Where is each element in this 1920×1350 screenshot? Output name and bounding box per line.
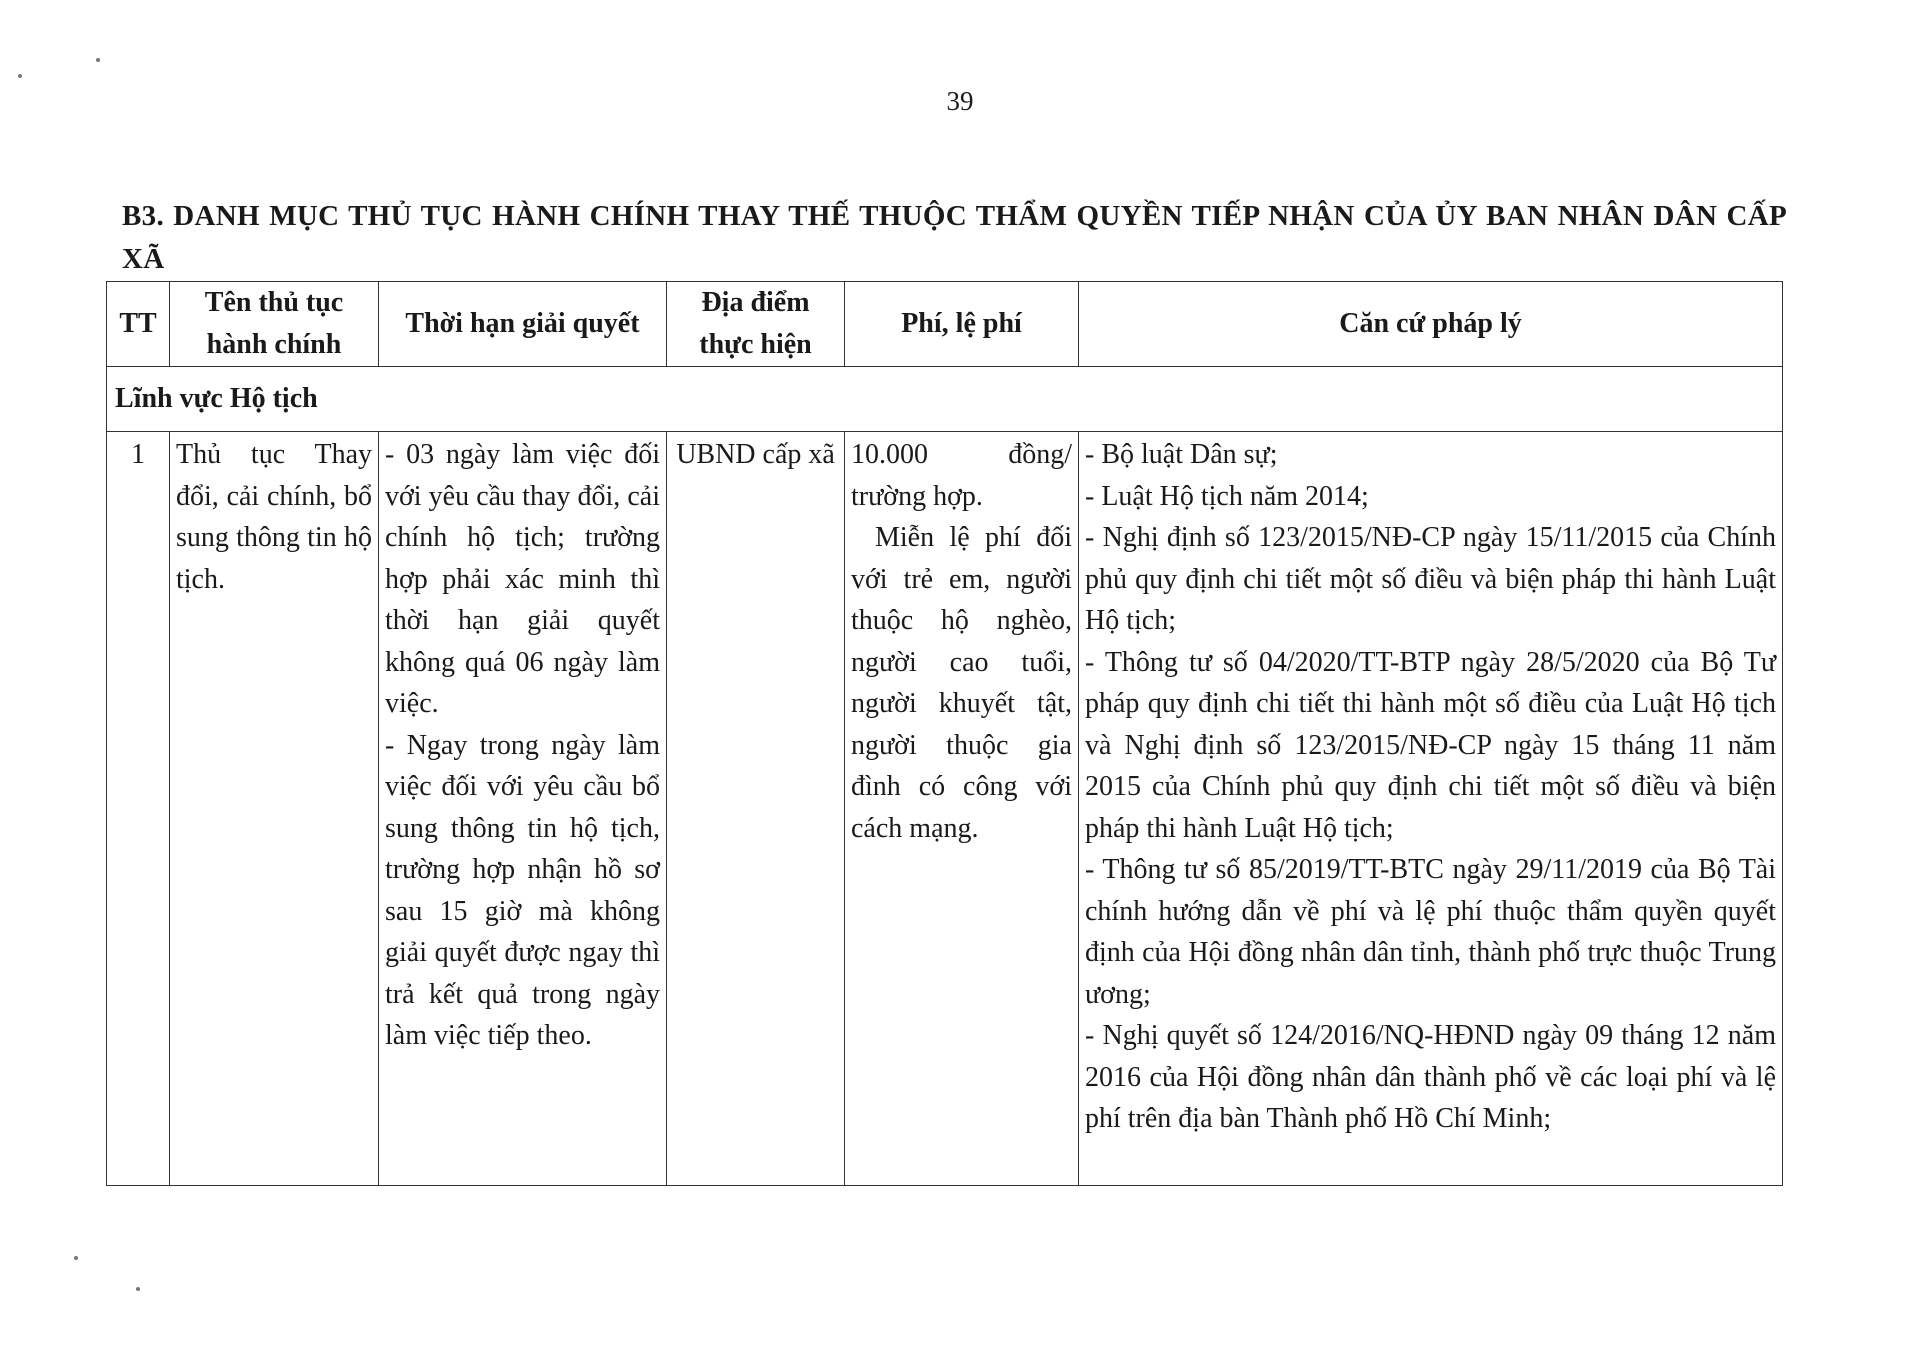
page-number: 39	[946, 86, 974, 116]
scan-speck	[96, 58, 100, 62]
header-location: Địa điểm thực hiện	[667, 282, 845, 367]
header-fee: Phí, lệ phí	[845, 282, 1079, 367]
cell-tt: 1	[107, 432, 170, 1186]
cell-fee	[845, 432, 1079, 1186]
legal-item: - Luật Hộ tịch năm 2014;	[1085, 480, 1369, 512]
cell-legal-basis	[1079, 432, 1783, 1186]
fee-exemption: Miễn lệ phí đối với trẻ em, người thuộc hộ nghèo, người cao tuổi, người khuyết tật, người thuộc gia đình có công với cách mạng.	[851, 522, 1072, 844]
cell-location: UBND cấp xã	[667, 432, 845, 1186]
fee-amount: 10.000 đồng/ trường hợp.	[851, 439, 1072, 512]
cell-duration	[379, 432, 667, 1186]
legal-item: - Bộ luật Dân sự;	[1085, 439, 1278, 470]
scan-speck	[18, 74, 22, 78]
scan-speck	[136, 1287, 140, 1291]
legal-item: - Nghị định số 123/2015/NĐ-CP ngày 15/11/2015 của Chính phủ quy định chi tiết một số điều và biện pháp thi hành Luật Hộ tịch;	[1085, 522, 1776, 636]
procedure-table	[106, 281, 1783, 1186]
cell-procedure-name: Thủ tục Thay đổi, cải chính, bổ sung thông tin hộ tịch.	[170, 432, 379, 1186]
duration-item: - Ngay trong ngày làm việc đối với yêu cầu bổ sung thông tin hộ tịch, trường hợp nhận hồ sơ sau 15 giờ mà không giải quyết được ngay thì trả kết quả trong ngày làm việc tiếp theo.	[385, 729, 660, 1051]
legal-item: - Thông tư số 85/2019/TT-BTC ngày 29/11/2019 của Bộ Tài chính hướng dẫn về phí và lệ phí thuộc thẩm quyền quyết định của Hội đồng nhân dân tỉnh, thành phố trực thuộc Trung ương;	[1085, 854, 1776, 1010]
header-legal-basis: Căn cứ pháp lý	[1079, 282, 1783, 367]
legal-item: - Nghị quyết số 124/2016/NQ-HĐND ngày 09 tháng 12 năm 2016 của Hội đồng nhân dân thành phố về các loại phí và lệ phí trên địa bàn Thành phố Hồ Chí Minh;	[1085, 1020, 1776, 1134]
table-header-row	[107, 282, 1783, 367]
header-tt: TT	[107, 282, 170, 367]
legal-item: - Thông tư số 04/2020/TT-BTP ngày 28/5/2020 của Bộ Tư pháp quy định chi tiết thi hành một số điều của Luật Hộ tịch và Nghị định số 123/2015/NĐ-CP ngày 15 tháng 11 năm 2015 của Chính phủ quy định chi tiết một số điều và biện pháp thi hành Luật Hộ tịch;	[1085, 646, 1776, 844]
table-row	[107, 432, 1783, 1186]
duration-item: - 03 ngày làm việc đối với yêu cầu thay đổi, cải chính hộ tịch; trường hợp phải xác minh thì thời hạn giải quyết không quá 06 ngày làm việc.	[385, 439, 660, 719]
header-procedure-name: Tên thủ tục hành chính	[170, 282, 379, 367]
header-duration: Thời hạn giải quyết	[379, 282, 667, 367]
scan-speck	[74, 1256, 78, 1260]
section-label: Lĩnh vực Hộ tịch	[107, 367, 1783, 432]
section-row	[107, 367, 1783, 432]
section-title: B3. DANH MỤC THỦ TỤC HÀNH CHÍNH THAY THẾ THUỘC THẨM QUYỀN TIẾP NHẬN CỦA ỦY BAN NHÂN DÂN CẤP XÃ	[122, 200, 1787, 275]
